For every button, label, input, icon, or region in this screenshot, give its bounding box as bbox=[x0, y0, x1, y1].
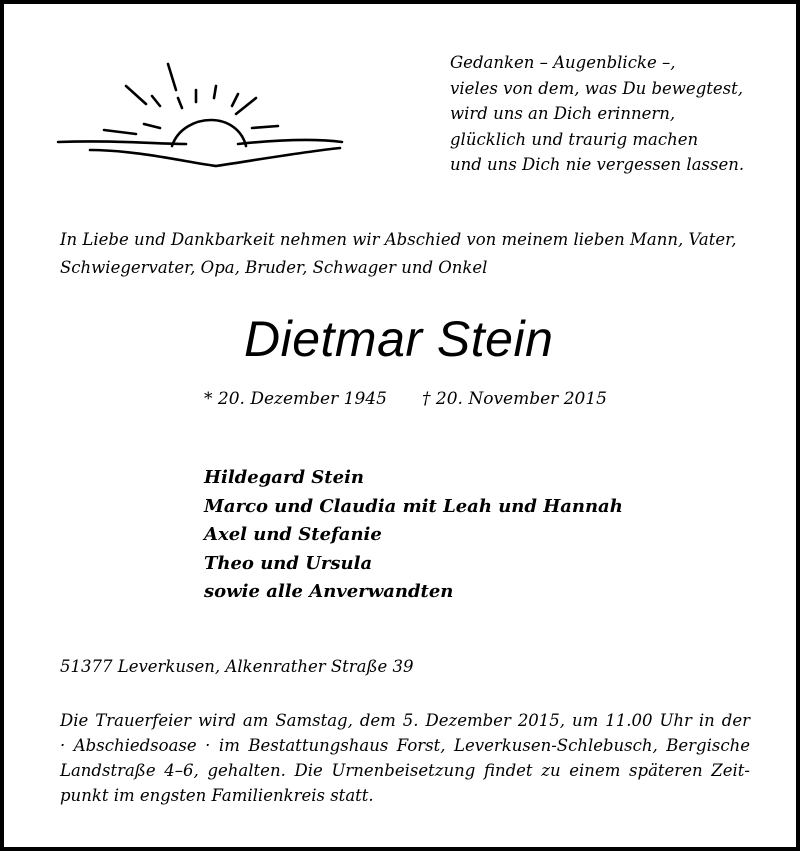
service-line: · Abschiedsoase · im Bestattungshaus Forst, Leverkusen-Schlebusch, Bergische bbox=[60, 736, 750, 755]
poem-line: wird uns an Dich erinnern, bbox=[450, 104, 676, 123]
death-date: † 20. November 2015 bbox=[422, 389, 607, 409]
poem-line: glücklich und traurig machen bbox=[450, 129, 699, 149]
poem bbox=[450, 50, 744, 178]
birth-date: * 20. Dezember 1945 bbox=[204, 389, 387, 409]
poem-line: Gedanken – Augenblicke –, bbox=[450, 53, 676, 72]
address: 51377 Leverkusen, Alkenrather Straße 39 bbox=[60, 657, 414, 676]
service-line: Landstraße 4–6, gehalten. Die Urnenbeisetzung findet zu einem späteren Zeit- bbox=[60, 761, 750, 780]
intro-text: In Liebe und Dankbarkeit nehmen wir Abschied von meinem lieben Mann, Vater, Schwiegervater, Opa, Bruder, Schwager und Onkel bbox=[60, 230, 737, 277]
mourner: sowie alle Anverwandten bbox=[204, 581, 454, 602]
deceased-name: Dietmar Stein bbox=[244, 311, 554, 367]
service-info bbox=[60, 708, 750, 808]
mourner: Hildegard Stein bbox=[204, 467, 364, 488]
poem-line: und uns Dich nie vergessen lassen. bbox=[450, 155, 745, 174]
poem-line: vieles von dem, was Du bewegtest, bbox=[450, 78, 743, 98]
service-line: punkt im engsten Familienkreis statt. bbox=[60, 786, 374, 805]
mourner: Marco und Claudia mit Leah und Hannah bbox=[204, 495, 623, 517]
mourners-list bbox=[204, 464, 623, 607]
mourner: Axel und Stefanie bbox=[204, 524, 382, 545]
service-line: Die Trauerfeier wird am Samstag, dem 5. Dezember 2015, um 11.00 Uhr in der bbox=[60, 711, 750, 730]
mourner: Theo und Ursula bbox=[204, 552, 373, 574]
sunrise-icon bbox=[56, 56, 346, 171]
